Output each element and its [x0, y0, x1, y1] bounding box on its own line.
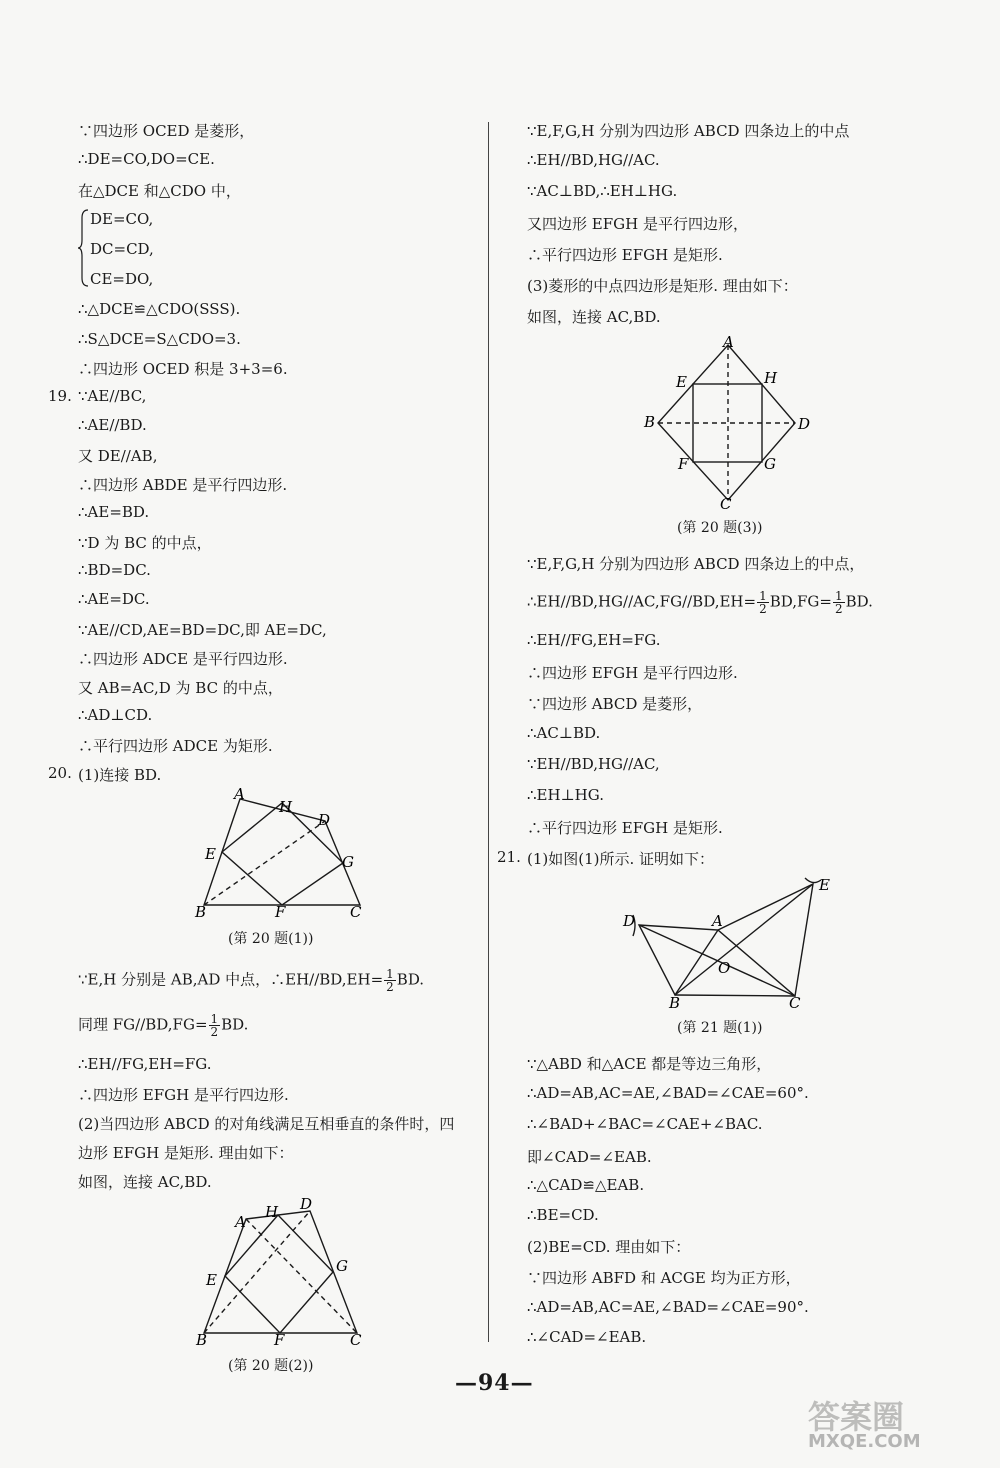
text-line: ∴四边形 OCED 积是 3+3=6. [78, 360, 288, 378]
text-line: ∴S△DCE=S△CDO=3. [78, 330, 241, 348]
label-F: F [275, 903, 286, 921]
text-line: ∴AE=DC. [78, 590, 150, 608]
figure-caption: (第 20 题(1)) [228, 931, 314, 947]
text-line: ∴四边形 ADCE 是平行四边形. [78, 650, 288, 668]
watermark-logo: 答案圈 [808, 1398, 905, 1436]
text-line: (3)菱形的中点四边形是矩形. 理由如下： [527, 277, 798, 295]
label-D: D [623, 912, 636, 930]
figure-caption: (第 20 题(2)) [228, 1358, 314, 1374]
fraction: $\frac{1}{2}$ [386, 967, 394, 994]
text-line: ∴△CAD≌△EAB. [527, 1176, 645, 1194]
label-H: H [279, 798, 293, 816]
label-A: A [234, 785, 245, 803]
text-line: 如图，连接 AC,BD. [527, 308, 661, 326]
text-line: ∴四边形 EFGH 是平行四边形. [527, 664, 738, 682]
label-E: E [205, 845, 216, 863]
text-line: ∵AE//CD,AE=BD=DC,即 AE=DC, [78, 621, 327, 639]
text-line: ∴AD=AB,AC=AE,∠BAD=∠CAE=60°. [527, 1084, 809, 1102]
label-G: G [342, 853, 354, 871]
label-E: E [676, 373, 687, 391]
watermark [808, 1392, 983, 1456]
text-line: ∵E,F,G,H 分别为四边形 ABCD 四条边上的中点， [527, 555, 865, 573]
text-line: ∴EH//FG,EH=FG. [78, 1055, 212, 1073]
text-line: ∵四边形 ABCD 是菱形， [527, 695, 703, 713]
text-line: ∴BD=DC. [78, 561, 151, 579]
text-line: (1)连接 BD. [78, 766, 162, 784]
text-line: 又 AB=AC,D 为 BC 的中点， [78, 679, 283, 697]
text-line: ∴平行四边形 EFGH 是矩形. [527, 819, 723, 837]
label-B: B [196, 1331, 208, 1349]
text-line: ∴EH//BD,HG//AC. [527, 151, 660, 169]
fraction: $\frac{1}{2}$ [210, 1012, 219, 1039]
label-D: D [318, 811, 331, 829]
text-line: (2)BE=CD. 理由如下： [527, 1238, 691, 1256]
text-line: 又四边形 EFGH 是平行四边形， [527, 215, 748, 233]
text-line: ∵D 为 BC 的中点， [78, 534, 212, 552]
text-line: 同理 FG//BD,FG= $\frac{1}{2}$ BD. [78, 1012, 249, 1039]
text-line: ∵四边形 OCED 是菱形， [78, 122, 255, 140]
text-line: ∴EH⊥HG. [527, 786, 604, 804]
text-line: ∴EH//FG,EH=FG. [527, 631, 661, 649]
text-line: (1)如图(1)所示. 证明如下： [527, 850, 715, 868]
text-line: ∴四边形 ABDE 是平行四边形. [78, 476, 288, 494]
text-line: ∵△ABD 和△ACE 都是等边三角形， [527, 1055, 772, 1073]
figure-caption: (第 20 题(3)) [677, 520, 763, 536]
label-C: C [350, 903, 362, 921]
text-line: DC=CD, [90, 240, 154, 258]
label-C: C [720, 495, 732, 513]
text-line: ∵四边形 ABFD 和 ACGE 均为正方形， [527, 1269, 801, 1287]
label-H: H [265, 1203, 279, 1221]
page-number: —94— [455, 1370, 534, 1396]
label-B: B [195, 903, 207, 921]
text-line: ∴四边形 EFGH 是平行四边形. [78, 1086, 289, 1104]
text-line: CE=DO, [90, 270, 154, 288]
question-number: 20. [48, 764, 72, 782]
text-line: ∵E,F,G,H 分别为四边形 ABCD 四条边上的中点 [527, 122, 850, 140]
text-line: ∵E,H 分别是 AB,AD 中点，∴EH//BD,EH= $\frac{1}{2}$ BD. [78, 967, 425, 994]
figure-21-1 [615, 870, 845, 1020]
label-B: B [669, 994, 681, 1012]
label-G: G [336, 1257, 348, 1275]
label-F: F [678, 455, 689, 473]
figure-20-2 [190, 1193, 380, 1353]
label-D: D [798, 415, 811, 433]
label-D: D [300, 1195, 313, 1213]
text-line: ∴AD=AB,AC=AE,∠BAD=∠CAE=90°. [527, 1298, 809, 1316]
label-B: B [644, 413, 656, 431]
figure-caption: (第 21 题(1)) [677, 1020, 763, 1036]
label-O: O [718, 959, 731, 977]
text-line: ∴AE=BD. [78, 503, 150, 521]
text-line: ∴平行四边形 ADCE 为矩形. [78, 737, 273, 755]
figure-20-1 [190, 785, 380, 925]
text-line: ∴BE=CD. [527, 1206, 599, 1224]
text-line: 又 DE//AB, [78, 447, 158, 465]
text-line: ∴∠CAD=∠EAB. [527, 1328, 647, 1346]
label-E: E [819, 876, 830, 894]
text-line: 即∠CAD=∠EAB. [527, 1148, 652, 1166]
text-line: 在△DCE 和△CDO 中， [78, 182, 241, 200]
label-C: C [789, 994, 801, 1012]
text-line: ∴∠BAD+∠BAC=∠CAE+∠BAC. [527, 1115, 763, 1133]
figure-20-3 [638, 335, 818, 515]
fraction: $\frac{1}{2}$ [759, 589, 767, 616]
fraction: $\frac{1}{2}$ [834, 589, 843, 616]
label-C: C [350, 1331, 362, 1349]
label-A: A [723, 335, 734, 351]
label-E: E [206, 1271, 217, 1289]
text-line: (2)当四边形 ABCD 的对角线满足互相垂直的条件时，四 [78, 1115, 455, 1133]
text-line: ∵AE//BC, [78, 387, 147, 405]
text-line: ∴平行四边形 EFGH 是矩形. [527, 246, 723, 264]
watermark-site: MXQE.COM [808, 1431, 921, 1452]
text-line: ∴DE=CO,DO=CE. [78, 150, 215, 168]
text-line: 边形 EFGH 是矩形. 理由如下： [78, 1144, 294, 1162]
text-line: 如图，连接 AC,BD. [78, 1173, 212, 1191]
text-line: ∵EH//BD,HG//AC, [527, 755, 660, 773]
text-line: ∴AD⊥CD. [78, 706, 153, 724]
column-divider [488, 122, 489, 1342]
text-line: ∴AE//BD. [78, 416, 147, 434]
question-number: 21. [497, 848, 521, 866]
brace-icon [78, 208, 90, 288]
label-A: A [235, 1213, 246, 1231]
text-line: ∴EH//BD,HG//AC,FG//BD,EH= $\frac{1}{2}$ BD,FG= $\frac{1}{2}$ BD. [527, 589, 873, 616]
text-line: ∴△DCE≌△CDO(SSS). [78, 300, 241, 318]
label-G: G [764, 455, 776, 473]
text-line: ∵AC⊥BD,∴EH⊥HG. [527, 182, 678, 200]
question-number: 19. [48, 387, 72, 405]
text-line: ∴AC⊥BD. [527, 724, 601, 742]
label-F: F [274, 1331, 285, 1349]
label-A: A [712, 912, 723, 930]
label-H: H [764, 369, 778, 387]
text-line: DE=CO, [90, 210, 154, 228]
